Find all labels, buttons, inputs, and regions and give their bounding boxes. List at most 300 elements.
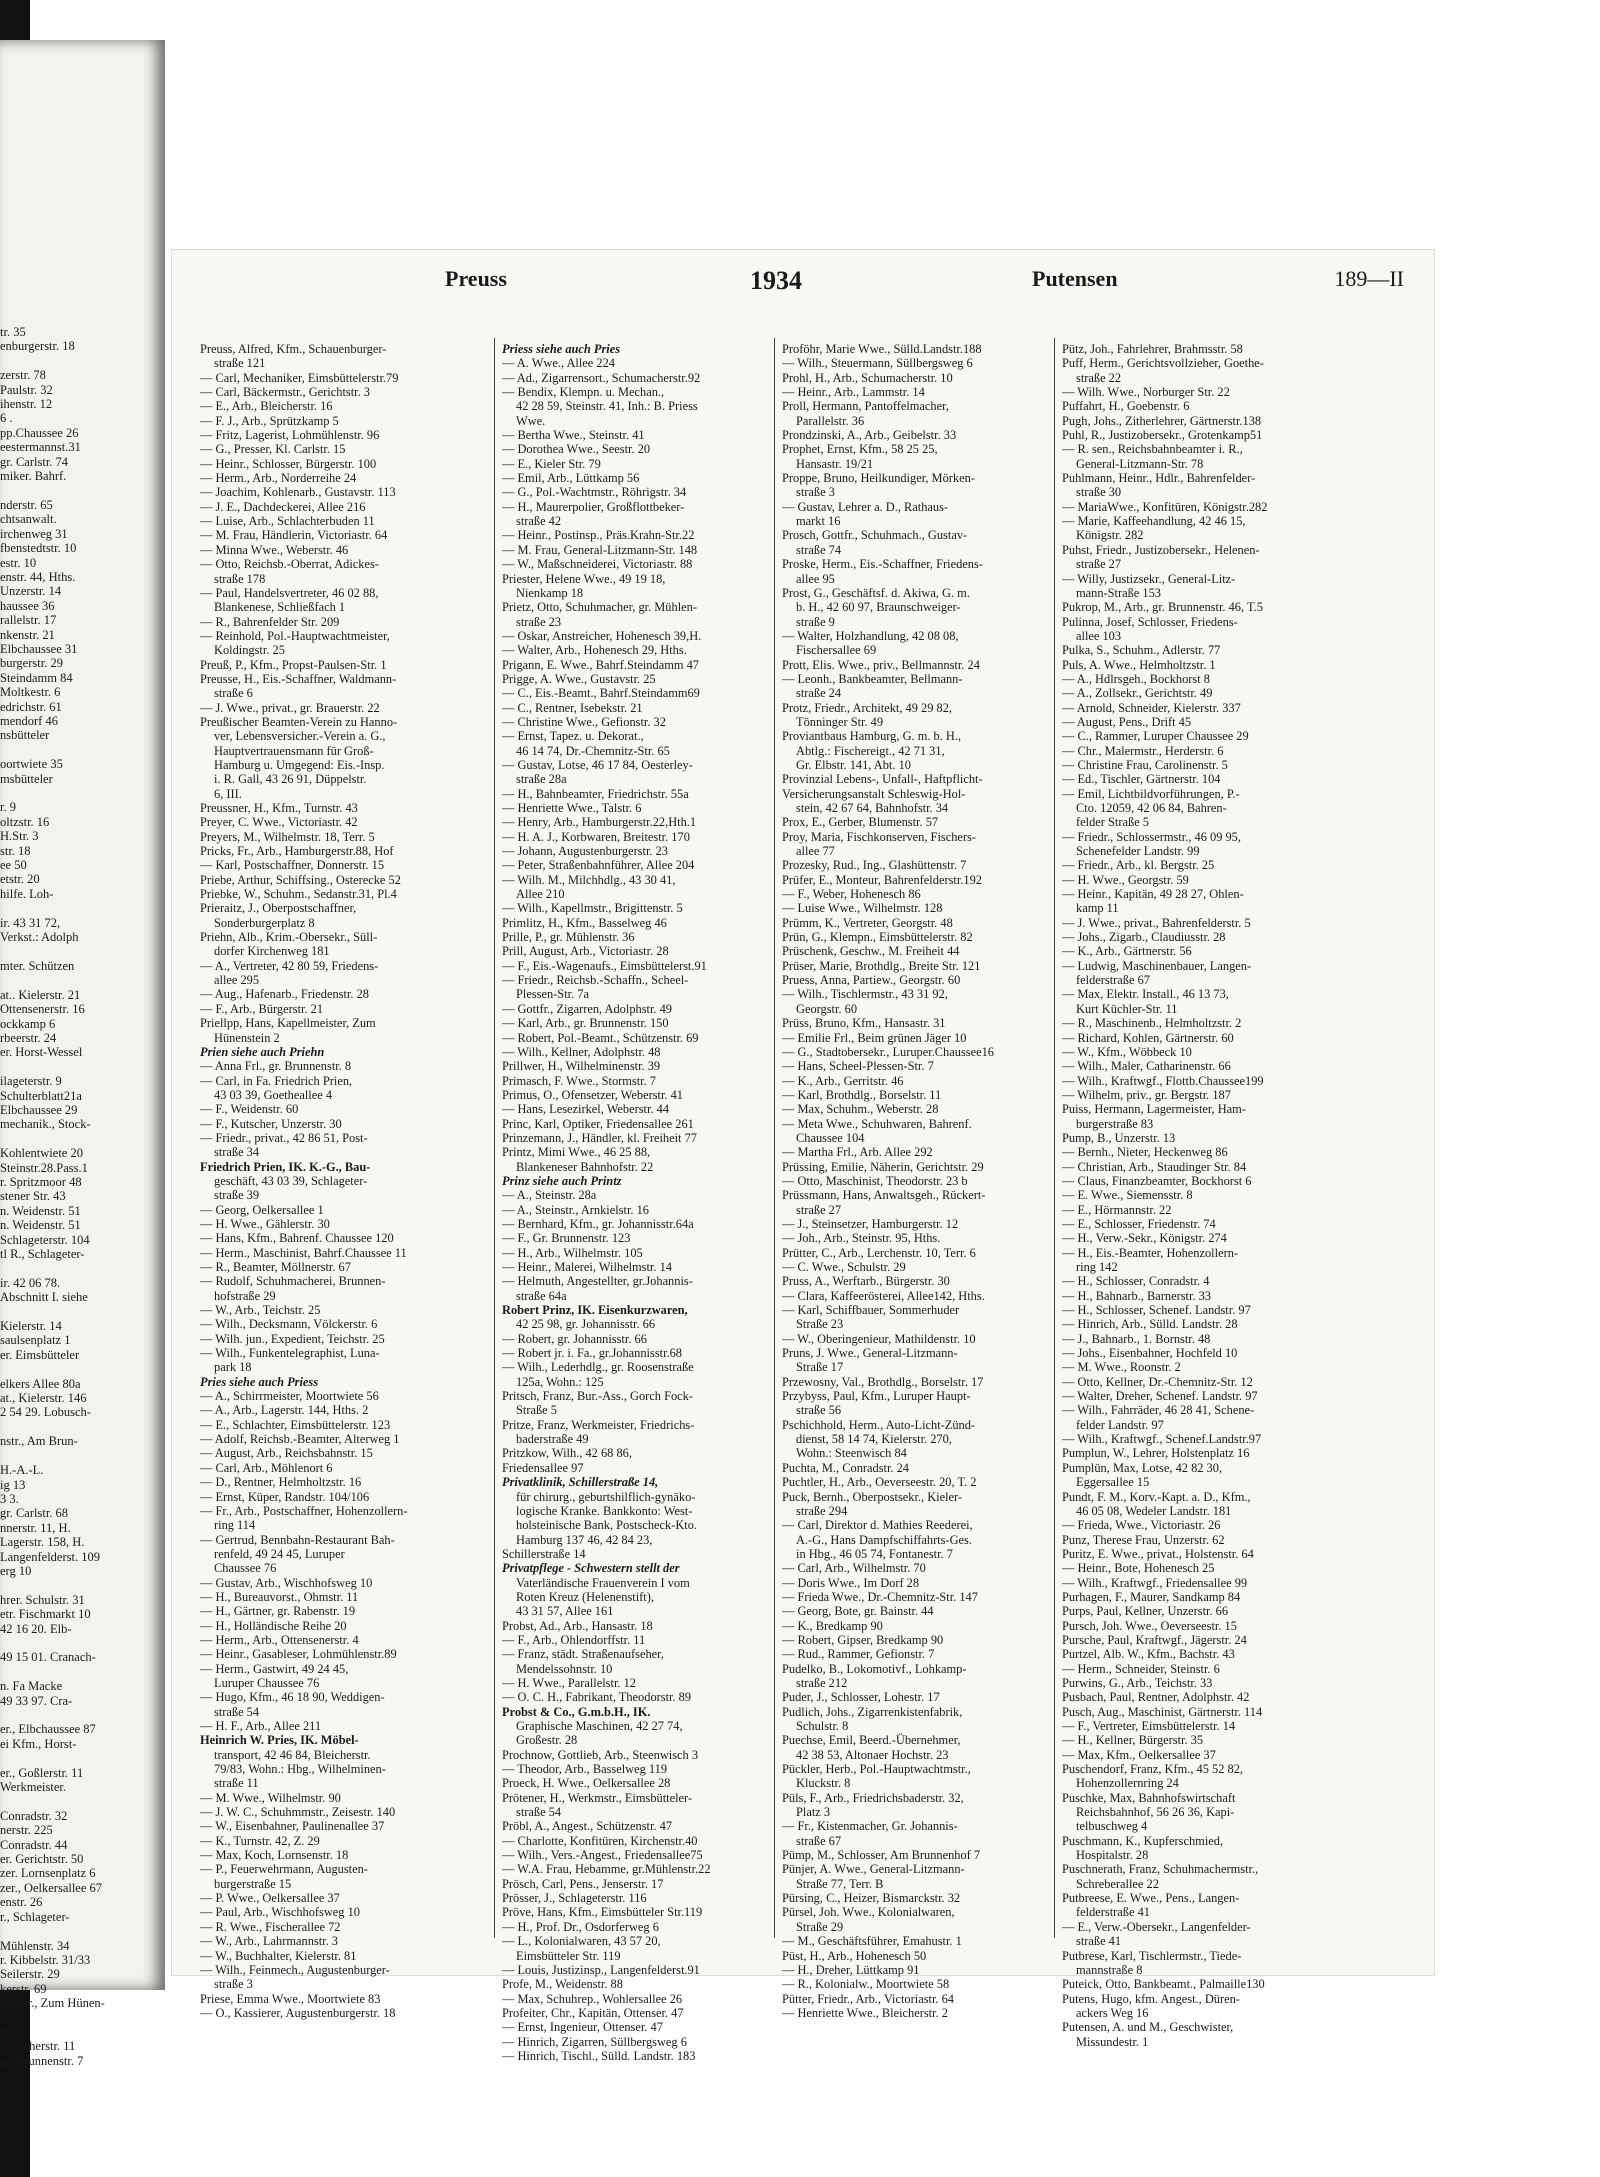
previous-page-line: Ottensenerstr. 16 (0, 1002, 85, 1017)
directory-entry: Preyers, M., Wilhelmstr. 18, Terr. 5 (200, 829, 375, 844)
directory-entry: Hünenstein 2 (214, 1030, 280, 1045)
directory-entry: straße 22 (1076, 370, 1122, 385)
directory-entry: — Otto, Maschinist, Theodorstr. 23 b (782, 1173, 968, 1188)
directory-entry: — W.A. Frau, Hebamme, gr.Mühlenstr.22 (502, 1862, 711, 1877)
directory-entry: Prozesky, Rud., Ing., Glashüttenstr. 7 (782, 858, 967, 873)
directory-entry: — W., Arb., Lahrmannstr. 3 (200, 1934, 339, 1949)
previous-page-line: ockkamp 6 (0, 1016, 56, 1031)
directory-entry: Pruss, A., Werftarb., Bürgerstr. 30 (782, 1274, 950, 1289)
directory-entry: Putbreese, E. Wwe., Pens., Langen- (1062, 1891, 1240, 1906)
directory-entry: Puck, Bernh., Oberpostsekr., Kieler- (782, 1489, 963, 1504)
previous-page-line: Kohlentwiete 20 (0, 1146, 83, 1161)
previous-page-line: nerstr. 225 (0, 1823, 53, 1838)
previous-page-line: Mühlenstr. 34 (0, 1938, 70, 1953)
directory-entry: Przewosny, Val., Brothdlg., Borselstr. 17 (782, 1374, 984, 1389)
directory-entry: Priester, Helene Wwe., 49 19 18, (502, 571, 666, 586)
previous-page-line: Steinstr.28.Pass.1 (0, 1160, 88, 1175)
previous-page-line: 49 15 01. Cranach- (0, 1650, 96, 1665)
directory-entry: — A., Hdlrsgeh., Bockhorst 8 (1062, 671, 1210, 686)
directory-entry: Privatpflege - Schwestern stellt der (502, 1561, 680, 1576)
directory-entry: straße 54 (516, 1805, 562, 1820)
previous-page-line: nstr., Am Brun- (0, 1434, 78, 1449)
directory-entry: — W., Kfm., Wöbbeck 10 (1062, 1044, 1192, 1059)
directory-entry: 42 38 53, Altonaer Hochstr. 23 (796, 1747, 949, 1762)
directory-entry: Protz, Friedr., Architekt, 49 29 82, (782, 700, 953, 715)
directory-entry: 42 25 98, gr. Johannisstr. 66 (516, 1317, 656, 1332)
previous-page-line: Kielerstr. 14 (0, 1319, 62, 1334)
directory-entry: — Otto, Kellner, Dr.-Chemnitz-Str. 12 (1062, 1374, 1253, 1389)
directory-entry: — Bendix, Klempn. u. Mechan., (502, 385, 665, 400)
previous-page-line: Seilerstr. 29 (0, 1967, 60, 1982)
directory-entry: i. R. Gall, 43 26 91, Düppelstr. (214, 772, 367, 787)
directory-entry: — F., Vertreter, Eimsbüttelerstr. 14 (1062, 1719, 1236, 1733)
directory-entry: straße 39 (214, 1188, 260, 1203)
directory-entry: Straße 5 (516, 1403, 557, 1418)
directory-entry: Luruper Chaussee 76 (214, 1675, 320, 1690)
previous-page-line: Lagerstr. 158, H. (0, 1535, 85, 1550)
directory-entry: Proviantbaus Hamburg, G. m. b. H., (782, 729, 962, 744)
directory-entry: allee 77 (796, 844, 835, 859)
directory-entry: straße 27 (796, 1202, 842, 1217)
previous-page-line: pp.Chaussee 26 (0, 425, 79, 440)
previous-page-line: 3 3. (0, 1491, 19, 1506)
directory-entry: Prüss, Bruno, Kfm., Hansastr. 31 (782, 1016, 946, 1031)
directory-entry: straße 67 (796, 1833, 842, 1848)
directory-entry: Pundt, F. M., Korv.-Kapt. a. D., Kfm., (1062, 1489, 1251, 1504)
directory-entry: Profe, M., Weidenstr. 88 (502, 1977, 623, 1992)
directory-entry: — Ernst, Ingenieur, Ottenser. 47 (502, 2020, 663, 2035)
page-number: 189—II (1334, 266, 1404, 291)
directory-entry: Preußischer Beamten-Verein zu Hanno- (200, 714, 398, 729)
directory-column-3 (782, 342, 1078, 2020)
directory-entry: Pulinna, Josef, Schlosser, Friedens- (1062, 614, 1238, 629)
directory-entry: felder Straße 5 (1076, 815, 1149, 830)
directory-entry: Kluckstr. 8 (796, 1776, 851, 1791)
directory-entry: — Walter, Holzhandlung, 42 08 08, (782, 628, 959, 643)
directory-entry: 6, III. (214, 786, 242, 801)
directory-entry: — Wilh., Fahrräder, 46 28 41, Schene- (1062, 1403, 1255, 1418)
directory-entry: — R. Wwe., Fischerallee 72 (200, 1919, 341, 1934)
directory-entry: — G., Presser, Kl. Carlstr. 15 (200, 442, 346, 457)
directory-entry: — J. Wwe., privat., gr. Brauerstr. 22 (200, 700, 380, 715)
directory-entry: — A., Zollsekr., Gerichtstr. 49 (1062, 686, 1213, 701)
directory-entry: Puls, A. Wwe., Helmholtzstr. 1 (1062, 657, 1216, 672)
directory-entry: Hospitalstr. 28 (1076, 1848, 1149, 1863)
directory-entry: — Wilh., Vers.-Angest., Friedensallee75 (502, 1848, 703, 1863)
directory-entry: Prigge, A. Wwe., Gustavstr. 25 (502, 671, 656, 686)
directory-entry: Prün, G., Klempn., Eimsbüttelerstr. 82 (782, 930, 973, 945)
directory-entry: — Friedr., Schlossermstr., 46 09 95, (1062, 829, 1241, 844)
previous-page-line (0, 786, 170, 800)
directory-entry: Cto. 12059, 42 06 84, Bahren- (1076, 801, 1227, 815)
previous-page-line: Schlageterstr. 104 (0, 1232, 90, 1247)
directory-entry: straße 56 (796, 1403, 842, 1418)
directory-entry: Puiss, Hermann, Lagermeister, Ham- (1062, 1102, 1246, 1117)
directory-entry: Hauptvertrauensmann für Groß- (214, 743, 374, 758)
previous-page-line (0, 1751, 170, 1765)
directory-entry: Pursch, Joh. Wwe., Oeverseestr. 15 (1062, 1618, 1237, 1633)
directory-entry: — J. W. C., Schuhmmstr., Zeisestr. 140 (200, 1805, 396, 1820)
directory-entry: stein, 42 67 64, Bahnhofstr. 34 (796, 801, 949, 815)
directory-entry: — Frieda Wwe., Dr.-Chemnitz-Str. 147 (782, 1589, 978, 1604)
directory-entry: Punz, Therese Frau, Unzerstr. 62 (1062, 1532, 1225, 1547)
directory-entry: — D., Rentner, Helmholtzstr. 16 (200, 1475, 362, 1490)
directory-entry: Princ, Karl, Optiker, Friedensallee 261 (502, 1116, 694, 1131)
directory-entry: — H., Verw.-Sekr., Königstr. 274 (1062, 1231, 1227, 1246)
directory-entry: allee 295 (214, 973, 260, 988)
directory-entry: Purwins, G., Arb., Teichstr. 33 (1062, 1675, 1213, 1690)
directory-entry: Proll, Hermann, Pantoffelmacher, (782, 399, 949, 414)
directory-entry: Puhl, R., Justizobersekr., Grotenkamp51 (1062, 428, 1263, 443)
directory-entry: — Henry, Arb., Hamburgerstr.22,Hth.1 (502, 815, 697, 830)
directory-entry: Pugh, Johs., Zitherlehrer, Gärtnerstr.138 (1062, 413, 1262, 428)
previous-page-line: r., Schlageter- (0, 1909, 70, 1924)
previous-page-line: Conradstr. 44 (0, 1837, 68, 1852)
directory-entry: — E. Wwe., Siemensstr. 8 (1062, 1188, 1193, 1203)
directory-entry: Parallelstr. 36 (796, 413, 865, 428)
directory-entry: Profeiter, Chr., Kapitän, Ottenser. 47 (502, 2005, 684, 2020)
directory-entry: Allee 210 (516, 887, 565, 902)
directory-entry: — Bertha Wwe., Steinstr. 41 (502, 428, 645, 443)
directory-entry: Pulka, S., Schuhm., Adlerstr. 77 (1062, 643, 1221, 658)
directory-entry: — R., Beamter, Möllnerstr. 67 (200, 1260, 351, 1274)
directory-entry: straße 27 (1076, 557, 1122, 572)
previous-page-line: gr. Carlstr. 74 (0, 454, 69, 469)
previous-page-line: at.. Kielerstr. 21 (0, 987, 81, 1002)
directory-entry: — Johs., Zigarb., Claudiusstr. 28 (1062, 930, 1226, 945)
directory-entry: Friedensallee 97 (502, 1460, 584, 1475)
directory-entry: 46 14 74, Dr.-Chemnitz-Str. 65 (516, 743, 670, 758)
directory-entry: Plessen-Str. 7a (516, 987, 589, 1002)
directory-entry: — Richard, Kohlen, Gärtnerstr. 60 (1062, 1030, 1234, 1045)
directory-entry: — Adolf, Reichsb.-Beamter, Alterweg 1 (200, 1432, 400, 1447)
directory-entry: — Max, Schuhrep., Wohlersallee 26 (502, 1991, 683, 2006)
previous-page-line (0, 944, 170, 958)
directory-entry: 42 28 59, Steinstr. 41, Inh.: B. Priess (516, 399, 698, 414)
directory-entry: Prohl, H., Arb., Schumacherstr. 10 (782, 370, 953, 385)
directory-entry: Pruess, Anna, Partiew., Georgstr. 60 (782, 973, 961, 988)
directory-entry: — F., Eis.-Wagenaufs., Eimsbüttelerst.91 (502, 958, 707, 973)
previous-page-line: zer. Lornsenplatz 6 (0, 1866, 96, 1881)
directory-entry: Prüfer, E., Monteur, Bahrenfelderstr.192 (782, 872, 982, 887)
directory-entry: — Franz, städt. Straßenaufseher, (502, 1647, 664, 1662)
directory-entry: Straße 77, Terr. B (796, 1876, 884, 1891)
previous-page-line: ilageterstr. 9 (0, 1074, 62, 1089)
directory-entry: — Fr., Kistenmacher, Gr. Johannis- (782, 1819, 958, 1834)
directory-entry: — M. Wwe., Wilhelmstr. 90 (200, 1790, 341, 1805)
directory-entry: Pudlich, Johs., Zigarrenkistenfabrik, (782, 1704, 963, 1719)
directory-entry: — E., Hörmannstr. 22 (1062, 1202, 1172, 1217)
directory-entry: — Joh., Arb., Steinstr. 95, Hths. (782, 1231, 941, 1246)
directory-entry: Pries siehe auch Priess (200, 1374, 319, 1389)
previous-page-line: 42 16 20. Elb- (0, 1621, 72, 1636)
directory-entry: Eggersallee 15 (1076, 1475, 1150, 1490)
directory-entry: — Luise Wwe., Wilhelmstr. 128 (782, 901, 943, 916)
previous-page-line (0, 1578, 170, 1592)
directory-entry: — J. Wwe., privat., Bahrenfelderstr. 5 (1062, 915, 1251, 930)
directory-entry: Versicherungsanstalt Schleswig-Hol- (782, 786, 966, 801)
directory-entry: straße 34 (214, 1145, 260, 1160)
directory-entry: Pürsing, C., Heizer, Bismarckstr. 32 (782, 1891, 961, 1906)
directory-entry: — Oskar, Anstreicher, Hohenesch 39,H. (502, 628, 702, 643)
previous-page-line: msbütteler (0, 771, 53, 786)
directory-entry: — Claus, Finanzbeamter, Bockhorst 6 (1062, 1173, 1252, 1188)
directory-entry: — Gertrud, Bennbahn-Restaurant Bah- (200, 1532, 395, 1547)
previous-page-line (0, 1708, 170, 1722)
directory-entry: — Theodor, Arb., Basselweg 119 (502, 1762, 668, 1777)
directory-entry: — H., Holländische Reihe 20 (200, 1618, 347, 1633)
directory-entry: — L., Kolonialwaren, 43 57 20, (502, 1934, 661, 1949)
directory-entry: — W., Arb., Teichstr. 25 (200, 1303, 321, 1318)
directory-entry: Georgstr. 60 (796, 1001, 858, 1016)
directory-entry: — Minna Wwe., Weberstr. 46 (200, 542, 349, 557)
directory-entry: straße 11 (214, 1776, 259, 1791)
previous-page-line: tr. 35 (0, 325, 26, 339)
previous-page-line: burgerstr. 29 (0, 656, 63, 671)
directory-entry: — Herm., Gastwirt, 49 24 45, (200, 1661, 349, 1676)
directory-entry: Puschmann, K., Kupferschmied, (1062, 1833, 1224, 1848)
previous-page-line (0, 1261, 170, 1275)
directory-entry: Prille, P., gr. Mühlenstr. 36 (502, 930, 635, 945)
directory-entry: straße 3 (796, 485, 835, 500)
previous-page-line: er., Elbchaussee 87 (0, 1722, 96, 1737)
directory-entry: transport, 42 46 84, Bleicherstr. (214, 1747, 371, 1762)
previous-page-line (0, 1305, 170, 1319)
directory-entry: markt 16 (796, 514, 841, 529)
directory-entry: renfeld, 49 24 45, Luruper (214, 1546, 345, 1561)
directory-entry: — Wilh., Funkentelegraphist, Luna- (200, 1346, 380, 1361)
previous-page-line: r. Kibbelstr. 31/33 (0, 1952, 91, 1967)
directory-entry: — Wilh., Decksmann, Völckerstr. 6 (200, 1317, 378, 1332)
directory-entry: — Martha Frl., Arb. Allee 292 (782, 1145, 933, 1160)
directory-entry: Hamburg 137 46, 42 84 23, (516, 1532, 653, 1547)
directory-entry: straße 121 (214, 356, 266, 371)
directory-entry: Blankenese, Schließfach 1 (214, 600, 346, 615)
directory-entry: — H. Wwe., Parallelstr. 12 (502, 1675, 636, 1690)
previous-page-line: at., Kielerstr. 146 (0, 1391, 87, 1406)
directory-entry: — M. Wwe., Roonstr. 2 (1062, 1360, 1181, 1375)
directory-entry: — A., Vertreter, 42 80 59, Friedens- (200, 958, 379, 973)
directory-entry: — Clara, Kaffeerösterei, Allee142, Hths. (782, 1288, 985, 1303)
previous-page-line: ig 13 (0, 1477, 26, 1492)
directory-entry: straße 42 (516, 514, 562, 529)
directory-entry: ring 142 (1076, 1260, 1118, 1274)
directory-entry: — Wilh., Kapellmstr., Brigittenstr. 5 (502, 901, 683, 916)
directory-entry: — K., Arb., Gärtnerstr. 56 (1062, 944, 1192, 959)
directory-entry: Puechse, Emil, Beerd.-Übernehmer, (782, 1733, 961, 1748)
directory-entry: ver, Lebensversicher.-Verein a. G., (214, 729, 386, 744)
directory-entry: — Heinr., Schlosser, Bürgerstr. 100 (200, 456, 377, 471)
directory-entry: — H., Bahnbeamter, Friedrichstr. 55a (502, 786, 689, 801)
directory-entry: — Karl, Arb., gr. Brunnenstr. 150 (502, 1016, 669, 1031)
directory-entry: Pritsch, Franz, Bur.-Ass., Gorch Fock- (502, 1389, 694, 1404)
directory-entry: Chaussee 104 (796, 1130, 865, 1145)
directory-entry: Sonderburgerplatz 8 (214, 915, 315, 930)
previous-page-line (0, 1924, 170, 1938)
previous-page-line: estr. 10 (0, 555, 37, 570)
directory-entry: straße 212 (796, 1675, 848, 1690)
previous-page-line: Schulterblatt21a (0, 1088, 82, 1103)
directory-entry: 79/83, Wohn.: Hbg., Wilhelminen- (214, 1762, 386, 1777)
previous-page-line: enstr. 44, Hths. (0, 569, 76, 584)
directory-entry: — H., Schlosser, Conradstr. 4 (1062, 1274, 1210, 1289)
directory-entry: kamp 11 (1076, 901, 1119, 916)
directory-entry: Pursche, Paul, Kraftwgf., Jägerstr. 24 (1062, 1632, 1247, 1647)
directory-entry: — Max, Koch, Lornsenstr. 18 (200, 1848, 349, 1863)
directory-entry: Roten Kreuz (Helenenstift), (516, 1589, 654, 1604)
directory-entry: — R., Bahrenfelder Str. 209 (200, 614, 340, 629)
directory-entry: — C., Rammer, Luruper Chaussee 29 (1062, 729, 1249, 744)
directory-entry: Probst, Ad., Arb., Hansastr. 18 (502, 1618, 653, 1633)
previous-page-line: Abschnitt I. siehe (0, 1290, 88, 1305)
directory-entry: — W., Oberingenieur, Mathildenstr. 10 (782, 1331, 976, 1346)
directory-entry: — Max, Kfm., Oelkersallee 37 (1062, 1747, 1216, 1762)
directory-entry: — Herm., Maschinist, Bahrf.Chaussee 11 (200, 1245, 407, 1260)
directory-entry: straße 178 (214, 571, 266, 586)
directory-entry: — Herm., Arb., Ottensenerstr. 4 (200, 1632, 359, 1647)
directory-entry: Proföhr, Marie Wwe., Sülld.Landstr.188 (782, 342, 982, 356)
directory-entry: — Karl, Schiffbauer, Sommerhuder (782, 1303, 960, 1318)
directory-entry: Przybyss, Paul, Kfm., Luruper Haupt- (782, 1389, 971, 1404)
directory-entry: — Christine Wwe., Gefionstr. 32 (502, 714, 666, 729)
directory-entry: — Christine Frau, Carolinenstr. 5 (1062, 757, 1228, 772)
directory-entry: baderstraße 49 (516, 1432, 589, 1447)
directory-entry: Blankeneser Bahnhofstr. 22 (516, 1159, 654, 1174)
previous-page-line: H.Str. 3 (0, 829, 39, 844)
previous-page-line: saulsenplatz 1 (0, 1333, 71, 1348)
directory-entry: Fischersallee 69 (796, 643, 877, 658)
previous-page-line: enburgerstr. 18 (0, 339, 75, 354)
directory-entry: Reichsbahnhof, 56 26 36, Kapi- (1076, 1805, 1235, 1820)
directory-entry: Eimsbütteler Str. 119 (516, 1948, 621, 1963)
directory-entry: — F., Arb., Bürgerstr. 21 (200, 1001, 324, 1016)
directory-entry: straße 6 (214, 686, 253, 701)
directory-entry: Puhst, Friedr., Justizobersekr., Helenen- (1062, 542, 1260, 557)
directory-entry: — Henriette Wwe., Talstr. 6 (502, 801, 642, 815)
directory-entry: Prillwer, H., Wilhelminenstr. 39 (502, 1059, 661, 1074)
directory-entry: Puteick, Otto, Bankbeamt., Palmaille130 (1062, 1977, 1265, 1992)
directory-entry: — Carl, Bäckermstr., Gerichtstr. 3 (200, 385, 370, 400)
directory-entry: Putbrese, Karl, Tischlermstr., Tiede- (1062, 1948, 1242, 1963)
directory-entry: Pudelko, B., Lokomotivf., Lohkamp- (782, 1661, 967, 1676)
directory-entry: — Wilh., Kellner, Adolphstr. 48 (502, 1044, 661, 1059)
directory-entry: Pump, B., Unzerstr. 13 (1062, 1130, 1176, 1145)
directory-entry: straße 54 (214, 1704, 260, 1719)
previous-page-line (0, 1449, 170, 1463)
directory-entry: — K., Bredkamp 90 (782, 1618, 883, 1633)
directory-entry: straße 74 (796, 542, 842, 557)
directory-entry: — Wilh., Maler, Catharinenstr. 66 (1062, 1059, 1231, 1074)
previous-page-line: gr. Brunnenstr. 7 (0, 2053, 84, 2068)
directory-entry: — E., Verw.-Obersekr., Langenfelder- (1062, 1919, 1251, 1934)
directory-entry: — Reinhold, Pol.-Hauptwachtmeister, (200, 628, 390, 643)
directory-entry: — C., Eis.-Beamt., Bahrf.Steindamm69 (502, 686, 700, 701)
directory-entry: Putensen, A. und M., Geschwister, (1062, 2020, 1234, 2035)
directory-entry: — Heinr., Postinsp., Präs.Krahn-Str.22 (502, 528, 695, 543)
previous-page-line (0, 1132, 170, 1146)
directory-entry: burgerstraße 15 (214, 1876, 292, 1891)
previous-page-line: Conradstr. 32 (0, 1808, 68, 1823)
previous-page-line: nsbütteler (0, 728, 50, 743)
directory-entry: — J., Bahnarb., 1. Bornstr. 48 (1062, 1331, 1211, 1346)
directory-entry: — Arnold, Schneider, Kielerstr. 337 (1062, 700, 1241, 715)
directory-entry: Prinzemann, J., Händler, kl. Freiheit 77 (502, 1130, 697, 1145)
directory-entry: — Wilh., Feinmech., Augustenburger- (200, 1962, 390, 1977)
directory-entry: Prox, E., Gerber, Blumenstr. 57 (782, 815, 939, 830)
directory-entry: telbuschweg 4 (1076, 1819, 1148, 1834)
previous-page-line: r. Silcherstr. 11 (0, 2039, 76, 2054)
previous-page-line: edrichstr. 61 (0, 699, 62, 714)
directory-entry: — Carl, Mechaniker, Eimsbüttelerstr.79 (200, 370, 399, 385)
directory-entry: — Doris Wwe., Im Dorf 28 (782, 1575, 920, 1590)
directory-entry: Preussner, H., Kfm., Turnstr. 43 (200, 801, 358, 815)
previous-page-edge (0, 40, 165, 2068)
directory-entry: — Hinrich, Arb., Sülld. Landstr. 28 (1062, 1317, 1238, 1332)
directory-entry: — Walter, Arb., Hohenesch 29, Hths. (502, 643, 687, 658)
previous-page-line (0, 1665, 170, 1679)
directory-entry: felderstraße 41 (1076, 1905, 1150, 1920)
previous-page-line: nnerstr. 11, H. (0, 1520, 71, 1535)
directory-entry: straße 3 (214, 1977, 253, 1992)
directory-entry: Robert Prinz, IK. Eisenkurzwaren, (502, 1303, 688, 1318)
directory-entry: Preusse, H., Eis.-Schaffner, Waldmann- (200, 671, 397, 686)
directory-entry: — M. Frau, Händlerin, Victoriastr. 64 (200, 528, 388, 543)
directory-entry: — Rudolf, Schuhmacherei, Brunnen- (200, 1274, 386, 1289)
directory-entry: Prütter, C., Arb., Lerchenstr. 10, Terr. 6 (782, 1245, 976, 1260)
directory-entry: Friedrich Prien, IK. K.-G., Bau- (200, 1159, 371, 1174)
directory-entry: — Robert jr. i. Fa., gr.Johannisstr.68 (502, 1346, 683, 1361)
directory-entry: — H., Bahnarb., Barnerstr. 33 (1062, 1288, 1212, 1303)
directory-entry: Wohn.: Steenwisch 84 (796, 1446, 907, 1461)
directory-entry: — Wilh., Kraftwgf., Schenef.Landstr.97 (1062, 1432, 1262, 1447)
directory-entry: straße 23 (516, 614, 562, 629)
directory-entry: — K., Arb., Gerritstr. 46 (782, 1073, 904, 1088)
previous-page-line: oltzstr. 16 (0, 814, 50, 829)
directory-entry: Pümp, M., Schlosser, Am Brunnenhof 7 (782, 1848, 981, 1863)
directory-entry: Prosch, Gottfr., Schuhmach., Gustav- (782, 528, 968, 543)
directory-entry: geschäft, 43 03 39, Schlageter- (214, 1173, 368, 1188)
directory-entry: — Georg, Bote, gr. Bainstr. 44 (782, 1604, 934, 1619)
previous-page-line (0, 1420, 170, 1434)
directory-entry: ackers Weg 16 (1076, 2005, 1149, 2020)
previous-page-line: miker. Bahrf. (0, 469, 67, 484)
directory-entry: — Hans, Kfm., Bahrenf. Chaussee 120 (200, 1231, 394, 1246)
directory-entry: Puffahrt, H., Goebenstr. 6 (1062, 399, 1190, 414)
header-first-name: Preuss (445, 266, 507, 291)
directory-entry: — Robert, Gipser, Bredkamp 90 (782, 1632, 944, 1647)
directory-entry: Prost, G., Geschäftsf. d. Akiwa, G. m. (782, 585, 970, 600)
previous-page-line: Elbchaussee 29 (0, 1102, 78, 1117)
directory-entry: Puder, J., Schlosser, Lohestr. 17 (782, 1690, 940, 1705)
directory-entry: — M., Geschäftsführer, Emahustr. 1 (782, 1934, 962, 1949)
directory-entry: Priehn, Alb., Krim.-Obersekr., Süll- (200, 930, 378, 945)
previous-page-line: Verkst.: Adolph (0, 930, 79, 945)
directory-entry: — A., Steinstr. 28a (502, 1188, 597, 1203)
previous-page-line: er. Horst-Wessel (0, 1045, 83, 1060)
directory-entry: — P. Wwe., Oelkersallee 37 (200, 1891, 340, 1906)
directory-entry: — Karl, Brothdlg., Borselstr. 11 (782, 1087, 942, 1102)
directory-entry: hofstraße 29 (214, 1288, 276, 1303)
directory-entry: — Wilhelm, priv., gr. Bergstr. 187 (1062, 1087, 1231, 1102)
directory-entry: felderstraße 67 (1076, 973, 1150, 988)
directory-entry: Pumplun, W., Lehrer, Holstenplatz 16 (1062, 1446, 1250, 1461)
directory-entry: — Emilie Frl., Beim grünen Jäger 10 (782, 1030, 967, 1045)
directory-entry: allee 103 (1076, 628, 1122, 643)
directory-entry: Pückler, Herb., Pol.-Hauptwachtmstr., (782, 1762, 971, 1777)
directory-entry: Tönninger Str. 49 (796, 714, 884, 729)
directory-entry: Proeck, H. Wwe., Oelkersallee 28 (502, 1776, 671, 1791)
directory-entry: Missundestr. 1 (1076, 2034, 1149, 2049)
